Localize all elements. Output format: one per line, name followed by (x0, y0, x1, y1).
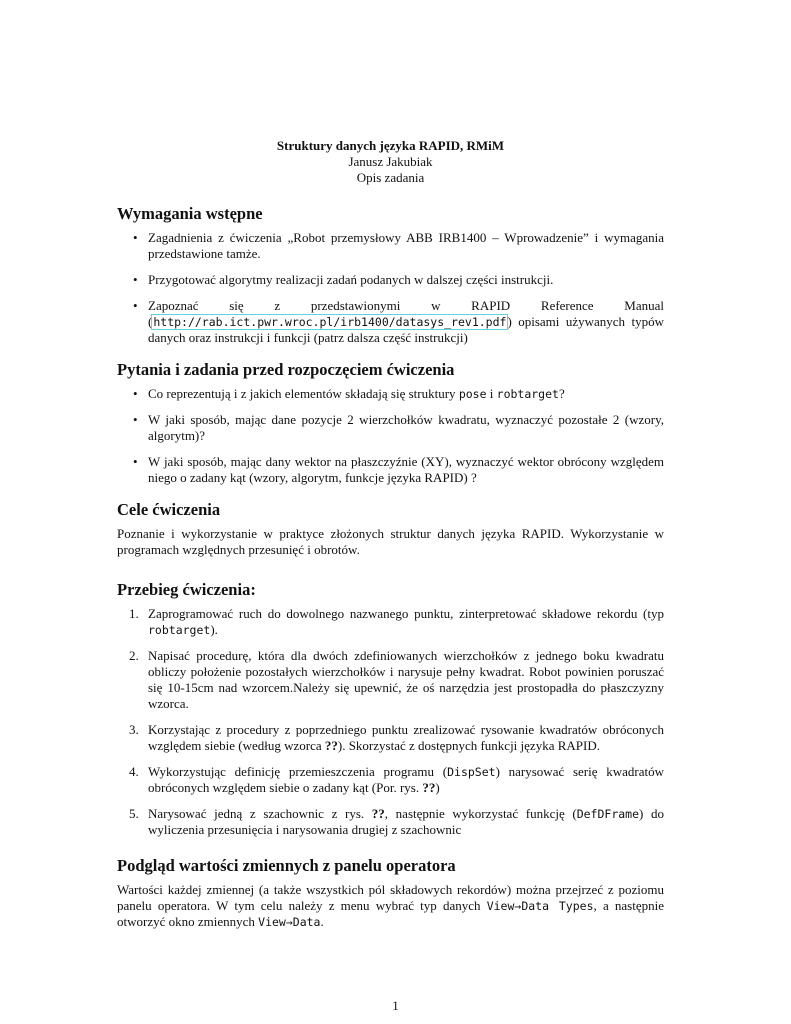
list-item (117, 298, 664, 346)
preview-text-mid: , a następnie otworzyć okno zmiennych (117, 898, 664, 929)
step-text-pre: Korzystając z procedury z poprzedniego punktu zrealizować rysowanie kwadratów obróconych względem siebie (według wzorca (148, 722, 664, 753)
list-item (117, 722, 664, 754)
code-view-data: View→Data (258, 915, 321, 929)
bullet-icon: • (133, 230, 138, 245)
list-item (117, 454, 664, 486)
list-item (117, 648, 664, 712)
document-title: Struktury danych języka RAPID, RMiM (276, 138, 505, 153)
code-robtarget: robtarget (148, 623, 211, 637)
reference-manual-link[interactable]: http://rab.ict.pwr.wroc.pl/irb1400/datasys_rev1.pdf (153, 315, 507, 329)
question-text-post: ? (558, 386, 565, 401)
bullet-icon: • (133, 386, 138, 401)
code-view-data-types: View→Data Types (486, 899, 594, 913)
step-text-mid: , następnie wykorzystać funkcję ( (384, 806, 577, 821)
step-number: 5. (129, 806, 139, 821)
section-questions (117, 360, 664, 486)
document-subtitle: Opis zadania (356, 170, 425, 185)
list-item (117, 806, 664, 838)
bullet-icon: • (133, 298, 138, 313)
figure-reference: ?? (422, 780, 436, 795)
bullet-icon: • (133, 272, 138, 287)
requirements-list (117, 230, 664, 346)
step-text: Napisać procedurę, która dla dwóch zdefiniowanych wierzchołków z jednego boku kwadratu obliczy położenie pozostałych wierzchołków i narysuje pełny kwadrat. Robot powinien poruszać się 10-15cm nad wzorcem.Należy się upewnić, że oś narzędzia jest prostopadła do płaszczyzny wzorca. (148, 648, 664, 711)
section-goals (117, 500, 664, 558)
question-text: W jaki sposób, mając dane pozycje 2 wierzchołków kwadratu, wyznaczyć pozostałe 2 (wzory, algorytm)? (148, 412, 664, 443)
section-requirements (117, 204, 664, 346)
list-item-text: Zagadnienia z ćwiczenia „Robot przemysłowy ABB IRB1400 – Wprowadzenie” i wymagania przedstawione tamże. (148, 230, 664, 261)
step-number: 3. (129, 722, 139, 737)
section-heading-requirements: Wymagania wstępne (117, 204, 263, 223)
bullet-icon: • (133, 412, 138, 427)
list-item (117, 606, 664, 638)
code-dispset: DispSet (447, 765, 496, 779)
list-item-text-post: ) opisami używanych typów danych oraz instrukcji i funkcji (patrz dalsza część instrukcji) (148, 314, 664, 345)
question-text-pre: Co reprezentują i z jakich elementów składają się struktury (148, 386, 459, 401)
list-item (117, 272, 664, 288)
step-text-pre: Wykorzystując definicję przemieszczenia programu ( (148, 764, 448, 779)
figure-reference: ?? (371, 806, 385, 821)
question-text-mid: i (486, 386, 497, 401)
questions-list (117, 386, 664, 486)
list-item (117, 386, 664, 402)
step-text-pre: Narysować jedną z szachownic z rys. (148, 806, 372, 821)
section-heading-course: Przebieg ćwiczenia: (117, 580, 256, 599)
document-page (117, 138, 664, 944)
code-robtarget: robtarget (496, 387, 559, 401)
section-course (117, 580, 664, 838)
step-text-post: ) do wyliczenia przesunięcia i narysowania drugiej z szachownic (148, 806, 664, 837)
preview-paragraph (117, 882, 664, 930)
list-item-text-pre: Zapoznać się z przedstawionymi w RAPID Reference Manual ( (148, 298, 664, 329)
code-pose: pose (458, 387, 487, 401)
step-number: 1. (129, 606, 139, 621)
code-defdframe: DefDFrame (576, 807, 640, 821)
figure-reference: ?? (324, 738, 338, 753)
question-text: W jaki sposób, mając dany wektor na płaszczyźnie (XY), wyznaczyć wektor obrócony względem niego o zadany kąt (wzory, algorytm, funkcje języka RAPID) ? (148, 454, 664, 485)
section-heading-preview: Podgląd wartości zmiennych z panelu operatora (117, 856, 456, 875)
section-heading-goals: Cele ćwiczenia (117, 500, 221, 519)
goals-paragraph: Poznanie i wykorzystanie w praktyce złożonych struktur danych języka RAPID. Wykorzystanie w programach względnych przesunięć i obrotów. (117, 526, 664, 557)
step-text-post: ) (435, 780, 440, 795)
section-heading-questions: Pytania i zadania przed rozpoczęciem ćwiczenia (117, 360, 455, 379)
list-item (117, 412, 664, 444)
step-number: 2. (129, 648, 139, 663)
list-item (117, 764, 664, 796)
bullet-icon: • (133, 454, 138, 469)
step-text-post: ). Skorzystać z dostępnych funkcji języka RAPID. (337, 738, 600, 753)
step-text-mid: ) narysować serię kwadratów obróconych względem siebie o zadany kąt (Por. rys. (148, 764, 665, 795)
step-number: 4. (129, 764, 139, 779)
title-block (117, 138, 664, 186)
document-author: Janusz Jakubiak (348, 154, 433, 169)
step-text-pre: Zaprogramować ruch do dowolnego nazwanego punktu, zinterpretować składowe rekordu (typ (148, 606, 664, 621)
list-item (117, 230, 664, 262)
course-steps-list (117, 606, 664, 838)
preview-text-post: . (320, 914, 324, 929)
preview-text-pre: Wartości każdej zmiennej (a także wszystkich pól składowych rekordów) można przejrzeć z poziomu panelu operatora. W tym celu należy z menu wybrać typ danych (117, 882, 664, 913)
section-preview (117, 856, 664, 930)
page-number: 1 (392, 998, 399, 1013)
list-item-text: Przygotować algorytmy realizacji zadań podanych w dalszej części instrukcji. (148, 272, 554, 287)
step-text-post: ). (210, 622, 218, 637)
